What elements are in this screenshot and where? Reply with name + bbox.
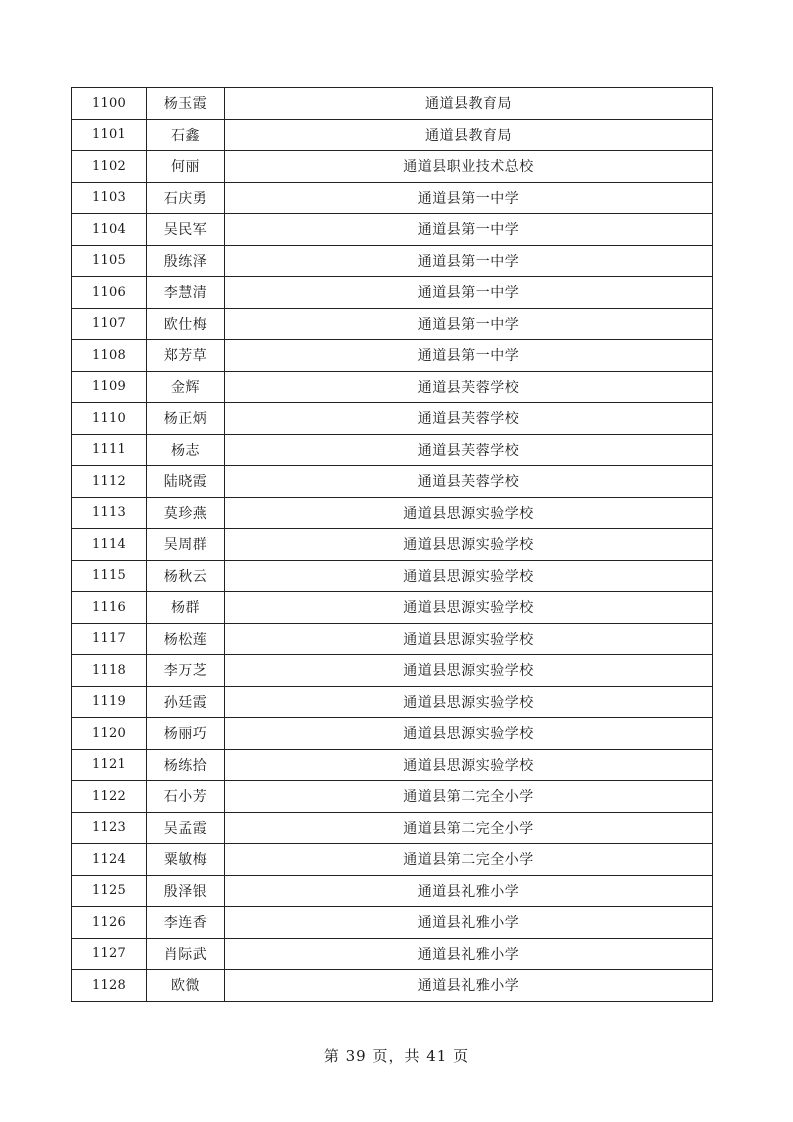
work-unit-cell: 通道县思源实验学校 <box>225 718 713 750</box>
work-unit-cell: 通道县芙蓉学校 <box>225 434 713 466</box>
work-unit-cell: 通道县第一中学 <box>225 277 713 309</box>
table-row <box>72 655 713 687</box>
work-unit-cell: 通道县礼雅小学 <box>225 875 713 907</box>
person-name-cell: 杨志 <box>147 434 225 466</box>
person-name-cell: 吴孟霞 <box>147 812 225 844</box>
row-number-cell: 1108 <box>72 340 147 372</box>
row-number-cell: 1114 <box>72 529 147 561</box>
row-number-cell: 1110 <box>72 403 147 435</box>
row-number-cell: 1126 <box>72 907 147 939</box>
table-row <box>72 938 713 970</box>
work-unit-cell: 通道县思源实验学校 <box>225 592 713 624</box>
row-number-cell: 1101 <box>72 119 147 151</box>
table-row <box>72 340 713 372</box>
person-name-cell: 欧微 <box>147 970 225 1002</box>
table-row <box>72 214 713 246</box>
work-unit-cell: 通道县第一中学 <box>225 214 713 246</box>
person-name-cell: 李连香 <box>147 907 225 939</box>
work-unit-cell: 通道县第一中学 <box>225 308 713 340</box>
row-number-cell: 1128 <box>72 970 147 1002</box>
work-unit-cell: 通道县教育局 <box>225 119 713 151</box>
table-row <box>72 371 713 403</box>
person-name-cell: 吴周群 <box>147 529 225 561</box>
row-number-cell: 1111 <box>72 434 147 466</box>
work-unit-cell: 通道县思源实验学校 <box>225 686 713 718</box>
person-name-cell: 石小芳 <box>147 781 225 813</box>
table-row <box>72 781 713 813</box>
row-number-cell: 1127 <box>72 938 147 970</box>
row-number-cell: 1121 <box>72 749 147 781</box>
work-unit-cell: 通道县职业技术总校 <box>225 151 713 183</box>
row-number-cell: 1125 <box>72 875 147 907</box>
work-unit-cell: 通道县第一中学 <box>225 245 713 277</box>
person-name-cell: 石庆勇 <box>147 182 225 214</box>
work-unit-cell: 通道县思源实验学校 <box>225 623 713 655</box>
table-row <box>72 151 713 183</box>
work-unit-cell: 通道县思源实验学校 <box>225 655 713 687</box>
table-row <box>72 812 713 844</box>
person-name-cell: 莫珍燕 <box>147 497 225 529</box>
person-name-cell: 杨练拾 <box>147 749 225 781</box>
table-row <box>72 623 713 655</box>
row-number-cell: 1107 <box>72 308 147 340</box>
person-name-cell: 杨群 <box>147 592 225 624</box>
row-number-cell: 1122 <box>72 781 147 813</box>
row-number-cell: 1124 <box>72 844 147 876</box>
work-unit-cell: 通道县芙蓉学校 <box>225 371 713 403</box>
table-row <box>72 308 713 340</box>
table-row <box>72 497 713 529</box>
table-row <box>72 560 713 592</box>
person-name-cell: 吴民军 <box>147 214 225 246</box>
row-number-cell: 1123 <box>72 812 147 844</box>
work-unit-cell: 通道县第二完全小学 <box>225 844 713 876</box>
table-row <box>72 434 713 466</box>
person-name-cell: 殷泽银 <box>147 875 225 907</box>
table-row <box>72 245 713 277</box>
person-name-cell: 杨秋云 <box>147 560 225 592</box>
table-row <box>72 592 713 624</box>
person-name-cell: 石鑫 <box>147 119 225 151</box>
table-row <box>72 844 713 876</box>
row-number-cell: 1103 <box>72 182 147 214</box>
row-number-cell: 1117 <box>72 623 147 655</box>
row-number-cell: 1105 <box>72 245 147 277</box>
row-number-cell: 1119 <box>72 686 147 718</box>
table-row <box>72 875 713 907</box>
table-row <box>72 529 713 561</box>
person-name-cell: 郑芳草 <box>147 340 225 372</box>
page-footer: 第 39 页，共 41 页 <box>323 1047 470 1065</box>
work-unit-cell: 通道县礼雅小学 <box>225 907 713 939</box>
table-row <box>72 182 713 214</box>
person-name-cell: 欧仕梅 <box>147 308 225 340</box>
person-name-cell: 杨松莲 <box>147 623 225 655</box>
work-unit-cell: 通道县第一中学 <box>225 340 713 372</box>
table-row <box>72 686 713 718</box>
row-number-cell: 1102 <box>72 151 147 183</box>
row-number-cell: 1112 <box>72 466 147 498</box>
person-name-cell: 殷练泽 <box>147 245 225 277</box>
row-number-cell: 1106 <box>72 277 147 309</box>
work-unit-cell: 通道县第二完全小学 <box>225 781 713 813</box>
row-number-cell: 1104 <box>72 214 147 246</box>
row-number-cell: 1116 <box>72 592 147 624</box>
person-name-cell: 肖际武 <box>147 938 225 970</box>
table-row <box>72 749 713 781</box>
table-row <box>72 88 713 120</box>
roster-table-body <box>72 88 713 1002</box>
table-row <box>72 718 713 750</box>
row-number-cell: 1115 <box>72 560 147 592</box>
person-name-cell: 陆晓霞 <box>147 466 225 498</box>
person-name-cell: 杨丽巧 <box>147 718 225 750</box>
person-name-cell: 孙廷霞 <box>147 686 225 718</box>
row-number-cell: 1109 <box>72 371 147 403</box>
row-number-cell: 1113 <box>72 497 147 529</box>
table-row <box>72 403 713 435</box>
work-unit-cell: 通道县礼雅小学 <box>225 970 713 1002</box>
work-unit-cell: 通道县芙蓉学校 <box>225 466 713 498</box>
table-row <box>72 970 713 1002</box>
work-unit-cell: 通道县第一中学 <box>225 182 713 214</box>
person-name-cell: 粟敏梅 <box>147 844 225 876</box>
row-number-cell: 1100 <box>72 88 147 120</box>
work-unit-cell: 通道县思源实验学校 <box>225 497 713 529</box>
person-name-cell: 杨正炳 <box>147 403 225 435</box>
work-unit-cell: 通道县思源实验学校 <box>225 749 713 781</box>
person-name-cell: 何丽 <box>147 151 225 183</box>
person-name-cell: 金辉 <box>147 371 225 403</box>
table-row <box>72 907 713 939</box>
work-unit-cell: 通道县第二完全小学 <box>225 812 713 844</box>
roster-table <box>71 87 713 1002</box>
person-name-cell: 杨玉霞 <box>147 88 225 120</box>
work-unit-cell: 通道县礼雅小学 <box>225 938 713 970</box>
person-name-cell: 李慧清 <box>147 277 225 309</box>
table-row <box>72 466 713 498</box>
person-name-cell: 李万芝 <box>147 655 225 687</box>
work-unit-cell: 通道县教育局 <box>225 88 713 120</box>
work-unit-cell: 通道县芙蓉学校 <box>225 403 713 435</box>
row-number-cell: 1120 <box>72 718 147 750</box>
work-unit-cell: 通道县思源实验学校 <box>225 560 713 592</box>
row-number-cell: 1118 <box>72 655 147 687</box>
work-unit-cell: 通道县思源实验学校 <box>225 529 713 561</box>
table-row <box>72 119 713 151</box>
table-row <box>72 277 713 309</box>
